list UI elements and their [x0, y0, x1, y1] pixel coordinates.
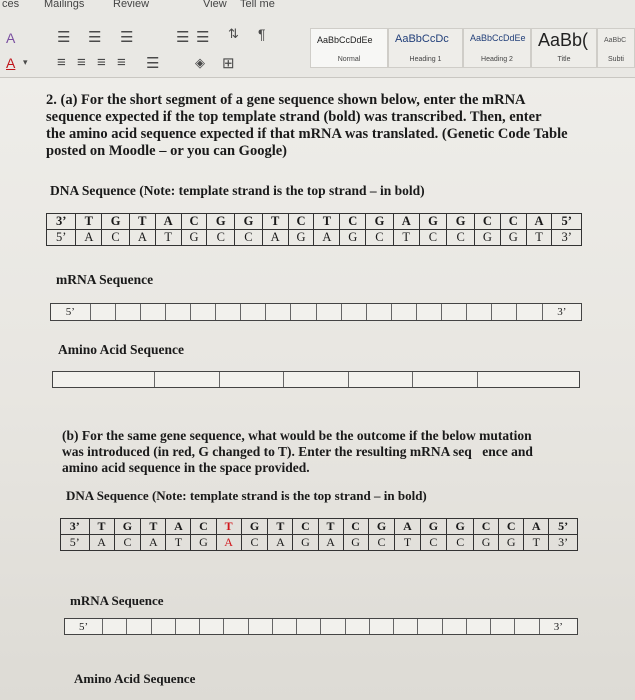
nucleotide-cell: C — [207, 230, 235, 246]
answer-box[interactable] — [220, 372, 284, 387]
answer-box[interactable]: 5’ — [51, 304, 91, 320]
nucleotide-cell: G — [340, 230, 366, 246]
nucleotide-cell: G — [499, 535, 524, 551]
answer-box[interactable] — [317, 304, 342, 320]
question-line: was introduced (in red, G changed to T). Enter the resulting mRNA seqَence and — [62, 444, 533, 459]
nucleotide-cell: G — [368, 519, 395, 535]
question-line: the amino acid sequence expected if that mRNA was translated. (Genetic Code Table — [46, 126, 568, 142]
nucleotide-cell: G — [293, 535, 318, 551]
coding-strand-row — [61, 535, 578, 551]
answer-box[interactable] — [367, 304, 392, 320]
nucleotide-cell: C — [500, 214, 526, 230]
question-line: amino acid sequence in the space provided. — [62, 460, 310, 475]
answer-box[interactable] — [321, 619, 345, 634]
tab-review[interactable]: Review — [113, 0, 150, 10]
nucleotide-cell: 5’ — [61, 535, 90, 551]
answer-box[interactable] — [346, 619, 370, 634]
nucleotide-cell: C — [499, 519, 524, 535]
mrna-sequence-label-b: mRNA Sequence — [70, 593, 164, 608]
answer-box[interactable] — [443, 619, 467, 634]
nucleotide-cell: C — [293, 519, 318, 535]
answer-box[interactable] — [200, 619, 224, 634]
answer-box[interactable] — [191, 304, 216, 320]
nucleotide-cell: C — [235, 230, 263, 246]
nucleotide-cell: T — [262, 214, 288, 230]
answer-box[interactable] — [166, 304, 191, 320]
answer-box[interactable] — [155, 372, 219, 387]
answer-box[interactable] — [478, 372, 579, 387]
nucleotide-cell: 3’ — [47, 214, 76, 230]
nucleotide-cell: T — [216, 519, 241, 535]
nucleotide-cell: G — [207, 214, 235, 230]
template-strand-row — [61, 519, 578, 535]
nucleotide-cell: C — [368, 535, 395, 551]
answer-box[interactable]: 5’ — [65, 619, 103, 634]
answer-box[interactable] — [216, 304, 241, 320]
tab-tell-me[interactable]: Tell me — [240, 0, 275, 10]
nucleotide-cell: 5’ — [549, 519, 578, 535]
nucleotide-cell: A — [129, 230, 155, 246]
nucleotide-cell: T — [155, 230, 181, 246]
answer-box[interactable] — [291, 304, 316, 320]
template-strand-row — [47, 214, 582, 230]
pilcrow-icon[interactable]: ¶ — [258, 26, 266, 42]
sort-icon[interactable]: ⇅ — [228, 26, 239, 41]
answer-box[interactable] — [297, 619, 321, 634]
word-ribbon — [0, 0, 635, 78]
dna-sequence-heading: DNA Sequence (Note: template strand is the top strand – in bold) — [50, 183, 425, 198]
answer-box[interactable] — [517, 304, 542, 320]
answer-box[interactable] — [417, 304, 442, 320]
answer-box[interactable]: 3’ — [557, 306, 567, 318]
question-line: posted on Moodle – or you can Google) — [46, 143, 287, 159]
nucleotide-cell: A — [76, 230, 102, 246]
answer-box[interactable] — [53, 372, 155, 387]
nucleotide-cell: C — [181, 214, 207, 230]
nucleotide-cell: G — [447, 519, 474, 535]
nucleotide-cell: G — [235, 214, 263, 230]
nucleotide-cell: C — [447, 535, 474, 551]
nucleotide-cell: C — [474, 214, 500, 230]
nucleotide-cell: G — [102, 214, 130, 230]
nucleotide-cell: 3’ — [549, 535, 578, 551]
nucleotide-cell: G — [343, 535, 368, 551]
answer-box[interactable] — [342, 304, 367, 320]
mrna-sequence-label: mRNA Sequence — [56, 272, 154, 287]
style-subtitle[interactable]: AaBbC Subti — [597, 28, 635, 68]
nucleotide-cell: C — [447, 230, 475, 246]
line-spacing-icon[interactable]: ☰ — [146, 55, 160, 72]
nucleotide-cell: C — [343, 519, 368, 535]
amino-acid-sequence-label-b: Amino Acid Sequence — [74, 671, 196, 686]
nucleotide-cell: C — [340, 214, 366, 230]
answer-box[interactable] — [224, 619, 248, 634]
nucleotide-cell: A — [526, 214, 552, 230]
nucleotide-cell: T — [166, 535, 191, 551]
nucleotide-cell: T — [395, 535, 420, 551]
mutated-dna-sequence-table — [60, 518, 578, 551]
style-title[interactable]: AaBb( Title — [531, 28, 597, 68]
nucleotide-cell: T — [76, 214, 102, 230]
amino-acid-sequence-label: Amino Acid Sequence — [58, 342, 185, 357]
nucleotide-cell: G — [447, 214, 475, 230]
nucleotide-cell: C — [420, 535, 447, 551]
answer-box[interactable]: 3’ — [553, 620, 563, 633]
ribbon-tabs — [0, 0, 635, 14]
mrna-answer-boxes-b[interactable] — [64, 618, 578, 635]
answer-box[interactable] — [467, 619, 491, 634]
nucleotide-cell: G — [366, 214, 394, 230]
question-line: sequence expected if the top template strand (bold) was transcribed. Then, enter — [46, 109, 542, 125]
nucleotide-cell: T — [89, 519, 114, 535]
nucleotide-cell: T — [141, 519, 166, 535]
align-left-icon[interactable]: ≡ — [57, 54, 66, 71]
answer-box[interactable] — [492, 304, 517, 320]
nucleotide-cell: C — [366, 230, 394, 246]
coding-strand-row — [47, 230, 582, 246]
style-normal[interactable]: AaBbCcDdEe Normal — [310, 28, 388, 68]
answer-box[interactable] — [249, 619, 273, 634]
nucleotide-cell: T — [393, 230, 419, 246]
nucleotide-cell: C — [191, 519, 216, 535]
answer-box[interactable] — [273, 619, 297, 634]
amino-acid-answer-boxes[interactable] — [52, 371, 580, 388]
answer-box[interactable] — [141, 304, 166, 320]
nucleotide-cell: C — [288, 214, 314, 230]
nucleotide-cell: G — [181, 230, 207, 246]
nucleotide-cell: T — [268, 519, 293, 535]
nucleotide-cell: A — [89, 535, 114, 551]
answer-box[interactable] — [418, 619, 442, 634]
answer-box[interactable] — [467, 304, 492, 320]
nucleotide-cell: T — [129, 214, 155, 230]
nucleotide-cell: T — [314, 214, 340, 230]
answer-box[interactable] — [442, 304, 467, 320]
justify-icon[interactable]: ≡ — [117, 54, 126, 71]
question-2a-text — [46, 92, 568, 160]
nucleotide-cell: A — [268, 535, 293, 551]
nucleotide-cell: T — [524, 535, 549, 551]
tab-mailings[interactable]: Mailings — [44, 0, 85, 10]
style-heading-1[interactable]: AaBbCcDc Heading 1 — [388, 28, 463, 68]
tab-view[interactable]: View — [203, 0, 227, 10]
borders-icon[interactable]: ⊞ — [222, 55, 235, 72]
answer-box[interactable] — [284, 372, 348, 387]
answer-box[interactable] — [116, 304, 141, 320]
nucleotide-cell: A — [395, 519, 420, 535]
question-2b-text — [62, 428, 533, 476]
nucleotide-cell: G — [500, 230, 526, 246]
nucleotide-cell: A — [216, 535, 241, 551]
nucleotide-cell: 5’ — [552, 214, 582, 230]
nucleotide-cell: T — [318, 519, 343, 535]
nucleotide-cell: A — [524, 519, 549, 535]
answer-box[interactable] — [413, 372, 477, 387]
nucleotide-cell: 3’ — [552, 230, 582, 246]
nucleotide-cell: G — [241, 519, 268, 535]
align-center-icon[interactable]: ≡ — [77, 54, 86, 71]
nucleotide-cell: G — [419, 214, 447, 230]
nucleotide-cell: A — [262, 230, 288, 246]
question-line: (b) For the same gene sequence, what would be the outcome if the below mutation — [62, 428, 532, 443]
nucleotide-cell: A — [141, 535, 166, 551]
font-color-icon[interactable]: A — [6, 55, 16, 71]
answer-box[interactable] — [349, 372, 413, 387]
nucleotide-cell: G — [474, 230, 500, 246]
nucleotide-cell: 5’ — [47, 230, 76, 246]
nucleotide-cell: G — [474, 535, 499, 551]
answer-box[interactable] — [176, 619, 200, 634]
nucleotide-cell: C — [419, 230, 447, 246]
nucleotide-cell: G — [114, 519, 141, 535]
shading-icon[interactable]: ◈ — [195, 55, 205, 70]
style-heading-2[interactable]: AaBbCcDdEe Heading 2 — [463, 28, 531, 68]
nucleotide-cell: C — [241, 535, 268, 551]
nucleotide-cell: A — [318, 535, 343, 551]
nucleotide-cell: C — [102, 230, 130, 246]
nucleotide-cell: G — [420, 519, 447, 535]
nucleotide-cell: C — [474, 519, 499, 535]
dna-sequence-heading-b: DNA Sequence (Note: template strand is the top strand – in bold) — [66, 488, 427, 503]
answer-box[interactable] — [394, 619, 418, 634]
answer-box[interactable] — [370, 619, 394, 634]
nucleotide-cell: 3’ — [61, 519, 90, 535]
question-line: 2. (a) For the short segment of a gene sequence shown below, enter the mRNA — [46, 92, 526, 108]
align-right-icon[interactable]: ≡ — [97, 54, 106, 71]
nucleotide-cell: G — [191, 535, 216, 551]
answer-box[interactable] — [515, 619, 539, 634]
nucleotide-cell: C — [114, 535, 141, 551]
answer-box[interactable] — [491, 619, 515, 634]
answer-box[interactable] — [91, 304, 116, 320]
bullets-icon[interactable]: ☰ — [57, 29, 71, 46]
nucleotide-cell: T — [526, 230, 552, 246]
increase-indent-icon[interactable]: ☰ — [196, 29, 210, 46]
answer-box[interactable] — [152, 619, 176, 634]
nucleotide-cell: A — [314, 230, 340, 246]
nucleotide-cell: A — [166, 519, 191, 535]
dna-sequence-table — [46, 213, 582, 246]
multilevel-list-icon[interactable]: ☰ — [120, 29, 134, 46]
answer-box[interactable] — [266, 304, 291, 320]
text-effects-icon[interactable]: A — [6, 30, 16, 46]
answer-box[interactable] — [241, 304, 266, 320]
nucleotide-cell: A — [155, 214, 181, 230]
document-page — [0, 78, 635, 700]
decrease-indent-icon[interactable]: ☰ — [176, 29, 190, 46]
answer-box[interactable] — [392, 304, 417, 320]
tab-references[interactable]: ces — [2, 0, 20, 10]
answer-box[interactable] — [127, 619, 151, 634]
nucleotide-cell: G — [288, 230, 314, 246]
mrna-answer-boxes[interactable] — [50, 303, 582, 321]
numbering-icon[interactable]: ☰ — [88, 29, 102, 46]
nucleotide-cell: A — [393, 214, 419, 230]
chevron-down-icon[interactable]: ▾ — [23, 57, 28, 67]
answer-box[interactable] — [103, 619, 127, 634]
